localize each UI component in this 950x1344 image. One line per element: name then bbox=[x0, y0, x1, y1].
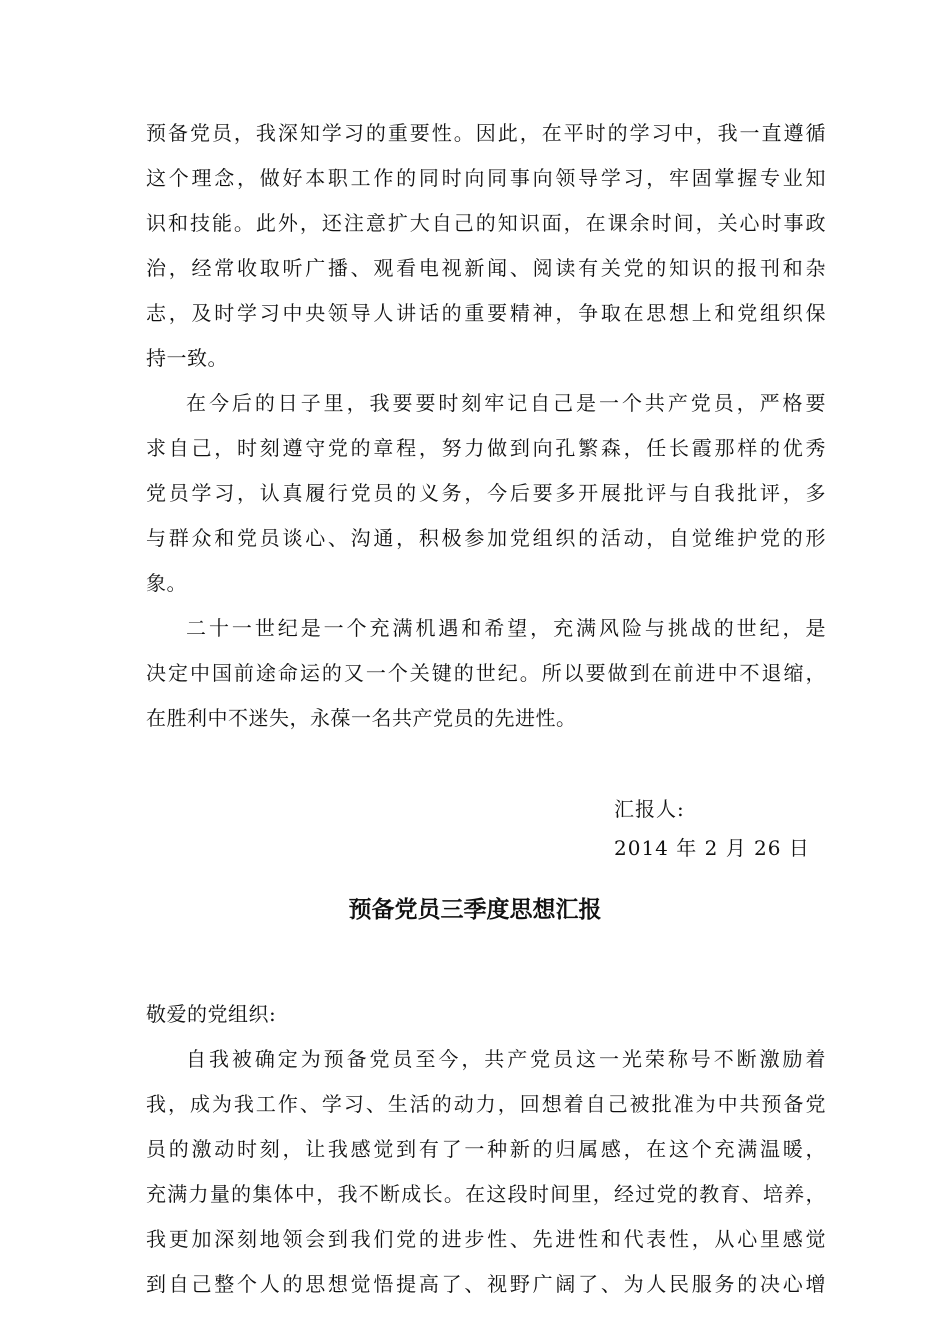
paragraph-line: 与群众和党员谈心、沟通，积极参加党组织的活动，自觉维护党的形 bbox=[146, 526, 826, 550]
paragraph-line: 在胜利中不迷失，永葆一名共产党员的先进性。 bbox=[146, 706, 577, 730]
paragraph-line: 这个理念，做好本职工作的同时向同事向领导学习，牢固掌握专业知 bbox=[146, 166, 826, 190]
paragraph-line: 党员学习，认真履行党员的义务，今后要多开展批评与自我批评，多 bbox=[146, 481, 826, 505]
paragraph-line: 象。 bbox=[146, 571, 187, 595]
paragraph-line: 在今后的日子里，我要要时刻牢记自己是一个共产党员，严格要 bbox=[186, 391, 826, 415]
paragraph-line: 充满力量的集体中，我不断成长。在这段时间里，经过党的教育、培养， bbox=[146, 1182, 826, 1206]
report-date: 2014 年 2 月 26 日 bbox=[614, 836, 810, 860]
paragraph-line: 二十一世纪是一个充满机遇和希望，充满风险与挑战的世纪，是 bbox=[186, 616, 826, 640]
paragraph-line: 治，经常收取听广播、观看电视新闻、阅读有关党的知识的报刊和杂 bbox=[146, 256, 826, 280]
paragraph-line: 求自己，时刻遵守党的章程，努力做到向孔繁森，任长霞那样的优秀 bbox=[146, 436, 826, 460]
paragraph-line: 持一致。 bbox=[146, 346, 228, 370]
paragraph-line: 我更加深刻地领会到我们党的进步性、先进性和代表性，从心里感觉 bbox=[146, 1227, 826, 1251]
paragraph-line: 志，及时学习中央领导人讲话的重要精神，争取在思想上和党组织保 bbox=[146, 301, 826, 325]
paragraph-line: 员的激动时刻，让我感觉到有了一种新的归属感，在这个充满温暖， bbox=[146, 1137, 826, 1161]
paragraph-line: 预备党员，我深知学习的重要性。因此，在平时的学习中，我一直遵循 bbox=[146, 121, 826, 145]
paragraph-line: 我，成为我工作、学习、生活的动力，回想着自己被批准为中共预备党 bbox=[146, 1092, 826, 1116]
page-title: 预备党员三季度思想汇报 bbox=[348, 897, 602, 923]
paragraph-line: 决定中国前途命运的又一个关键的世纪。所以要做到在前进中不退缩， bbox=[146, 661, 826, 685]
paragraph-line: 自我被确定为预备党员至今，共产党员这一光荣称号不断激励着 bbox=[186, 1047, 826, 1071]
salutation: 敬爱的党组织: bbox=[146, 1002, 277, 1026]
paragraph-line: 到自己整个人的思想觉悟提高了、视野广阔了、为人民服务的决心增 bbox=[146, 1272, 826, 1296]
reporter-label: 汇报人: bbox=[614, 797, 685, 821]
paragraph-line: 识和技能。此外，还注意扩大自己的知识面，在课余时间，关心时事政 bbox=[146, 211, 826, 235]
